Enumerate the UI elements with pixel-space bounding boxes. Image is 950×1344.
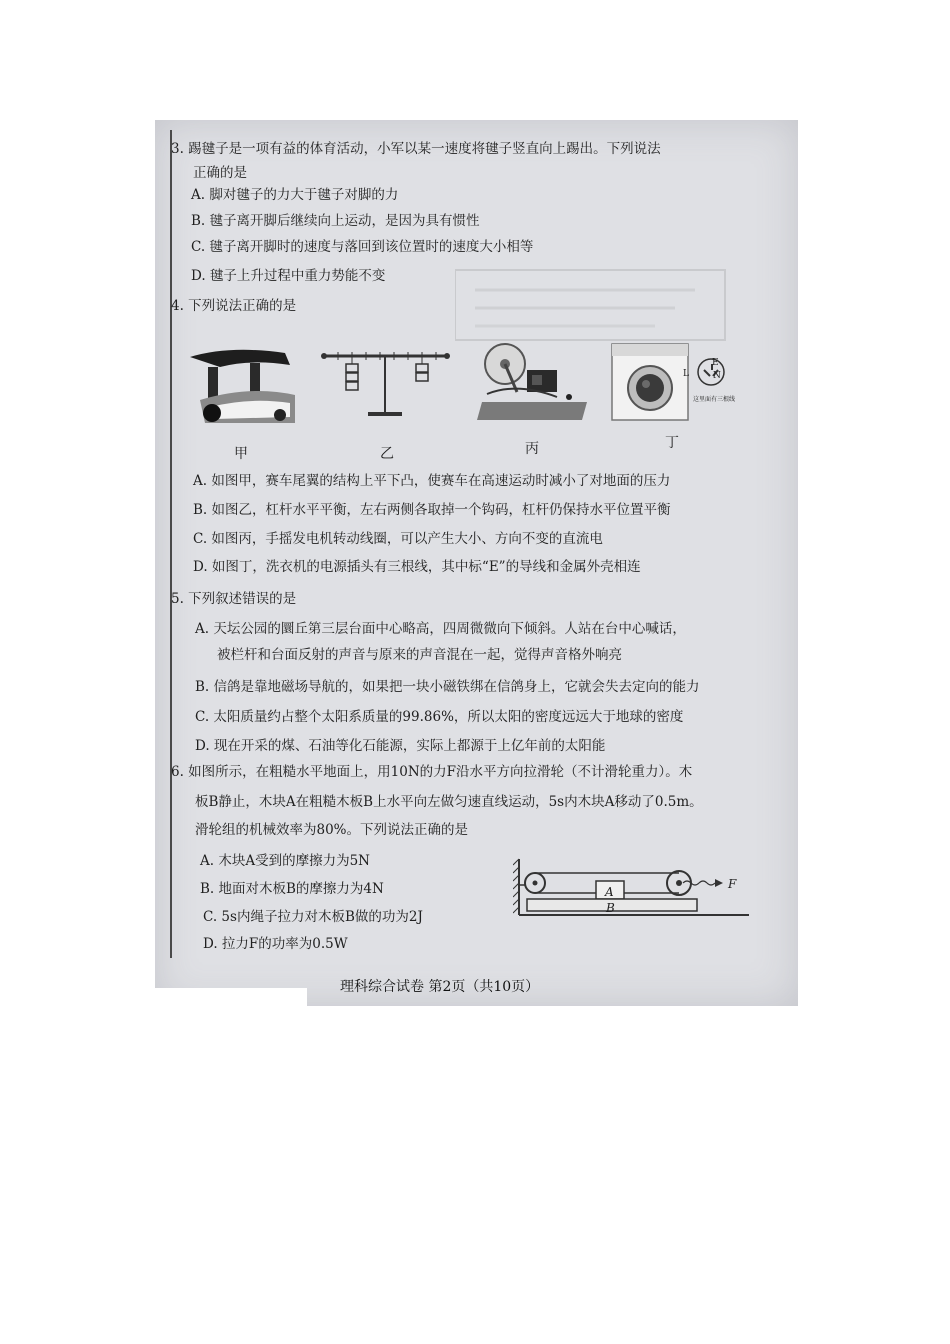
q6-stem-line3: 滑轮组的机械效率为80%。下列说法正确的是 [195, 822, 469, 838]
q6-option-c: C. 5s内绳子拉力对木板B做的功为2J [203, 909, 423, 925]
figure-caption-jia: 甲 [234, 446, 248, 462]
q3-option-c: C. 毽子离开脚时的速度与落回到该位置时的速度大小相等 [191, 239, 534, 255]
pulley-label-f: F [728, 877, 737, 891]
figure-caption-ding: 丁 [665, 435, 679, 451]
binding-margin-line [170, 130, 172, 958]
figure-washing-machine [610, 342, 690, 422]
q3-option-d: D. 毽子上升过程中重力势能不变 [191, 268, 386, 284]
q5-stem: 5. 下列叙述错误的是 [171, 591, 297, 607]
pulley-label-b: B [606, 901, 615, 915]
q5-option-a-cont: 被栏杆和台面反射的声音与原来的声音混在一起，觉得声音格外响亮 [217, 647, 622, 663]
q3-option-b: B. 毽子离开脚后继续向上运动，是因为具有惯性 [191, 213, 480, 229]
figure-pulley-system [513, 855, 753, 925]
page-content [155, 120, 798, 1006]
plug-letter-n: N [713, 371, 721, 381]
q6-option-a: A. 木块A受到的摩擦力为5N [200, 853, 370, 869]
q4-option-d: D. 如图丁，洗衣机的电源插头有三根线，其中标“E”的导线和金属外壳相连 [193, 559, 641, 575]
figure-hand-crank-generator [477, 342, 592, 427]
plug-letter-e: E [712, 358, 719, 368]
q6-stem-line2: 板B静止，木块A在粗糙木板B上水平向左做匀速直线运动，5s内木块A移动了0.5m。 [195, 794, 703, 810]
figure-race-car-wing [190, 345, 300, 425]
q5-option-b: B. 信鸽是靠地磁场导航的，如果把一块小磁铁绑在信鸽身上，它就会失去定向的能力 [195, 679, 700, 695]
q4-option-c: C. 如图丙，手摇发电机转动线圈，可以产生大小、方向不变的直流电 [193, 531, 603, 547]
q6-stem-line1: 6. 如图所示，在粗糙水平地面上，用10N的力F沿水平方向拉滑轮（不计滑轮重力）。木 [171, 764, 693, 780]
q5-option-d: D. 现在开采的煤、石油等化石能源，实际上都源于上亿年前的太阳能 [195, 738, 606, 754]
q3-stem-line2: 正确的是 [193, 165, 247, 181]
page-footer: 理科综合试卷 第2页（共10页） [340, 979, 540, 995]
figure-caption-bing: 丙 [525, 441, 539, 457]
q6-option-d: D. 拉力F的功率为0.5W [203, 936, 348, 952]
pulley-label-a: A [605, 885, 614, 899]
q5-option-c: C. 太阳质量约占整个太阳系质量的99.86%，所以太阳的密度远远大于地球的密度 [195, 709, 684, 725]
figure-caption-yi: 乙 [380, 446, 394, 462]
plug-letter-l: L [683, 369, 689, 379]
q3-option-a: A. 脚对毽子的力大于毽子对脚的力 [191, 187, 399, 203]
plug-caption: 这里面有三根线 [693, 396, 736, 403]
q4-stem: 4. 下列说法正确的是 [171, 298, 297, 314]
q3-stem-line1: 3. 踢毽子是一项有益的体育活动，小军以某一速度将毽子竖直向上踢出。下列说法 [171, 141, 661, 157]
q4-option-b: B. 如图乙，杠杆水平平衡，左右两侧各取掉一个钩码，杠杆仍保持水平位置平衡 [193, 502, 671, 518]
figure-lever-balance [318, 350, 453, 425]
q4-option-a: A. 如图甲，赛车尾翼的结构上平下凸，使赛车在高速运动时减小了对地面的压力 [193, 473, 671, 489]
q6-option-b: B. 地面对木板B的摩擦力为4N [200, 881, 384, 897]
q5-option-a: A. 天坛公园的圜丘第三层台面中心略高，四周微微向下倾斜。人站在台中心喊话， [195, 621, 686, 637]
